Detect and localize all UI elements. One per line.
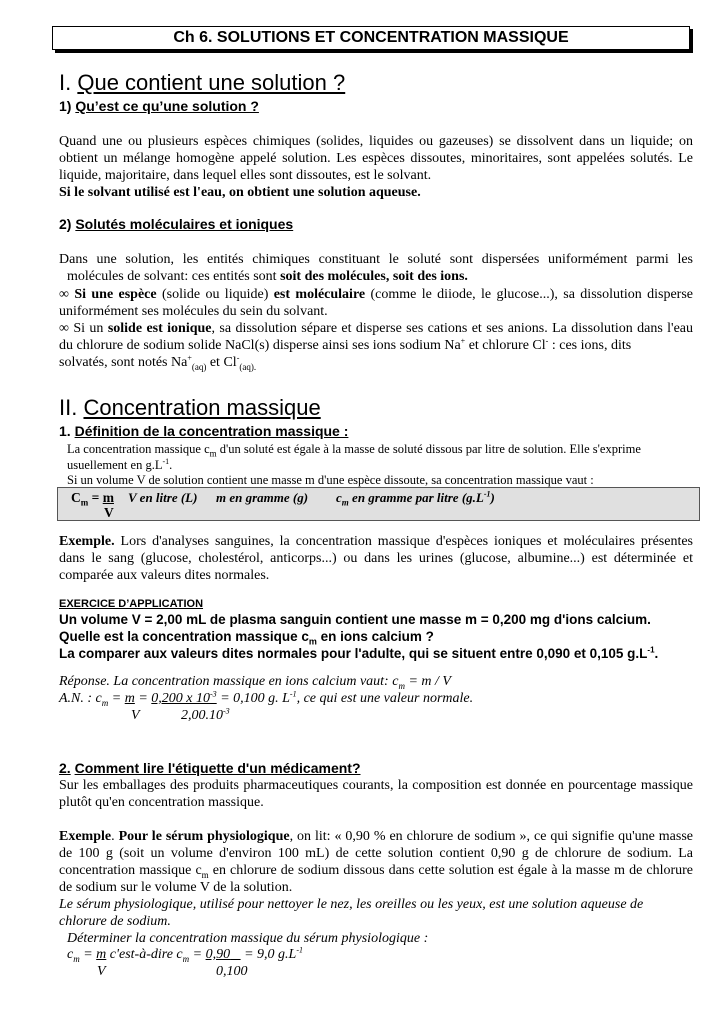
paragraph-saline-usage: Le sérum physiologique, utilisé pour nettoyer le nez, les oreilles ou les yeux, est une solution aqueuse de chlorure de sodium.: [59, 897, 644, 929]
question-saline-concentration: Déterminer la concentration massique du sérum physiologique :: [67, 931, 429, 946]
subsection-1-2-heading: 2) Solutés moléculaires et ioniques: [59, 216, 294, 232]
exercise-heading: EXERCICE D’APPLICATION: [59, 598, 204, 610]
definition-line1: La concentration massique $c_m$ d'un soluté est égale à la masse de soluté dissous par litre de solution. Elle s'exprime: [67, 442, 641, 459]
definition-line2: usuellement en $g.L^{-1}$.: [67, 456, 173, 472]
formula-cm: $C_m = m$: [71, 490, 114, 508]
infinity-bullet-icon: ∞: [59, 321, 69, 336]
answer-line1: Réponse. La concentration massique en ions calcium vaut: $c_m = m / V$: [59, 674, 451, 691]
formula-m-unit: m en gramme (g): [216, 490, 309, 505]
saline-denominator-value: 0,100: [216, 964, 248, 979]
subsection-2-2-heading: 2. Comment lire l'étiquette d'un médicament?: [59, 760, 361, 776]
paragraph-solutes-intro-line2: molécules de solvant: ces entités sont soit des molécules, soit des ions.: [67, 269, 468, 284]
exercise-line3: La comparer aux valeurs dites normales pour l'adulte, qui se situent entre 0,090 et 0,105 $g.L^{-1}$.: [59, 645, 659, 661]
subsection-1-1-heading: 1) Qu’est ce qu’une solution ?: [59, 98, 259, 114]
formula-box: [57, 487, 700, 521]
paragraph-medication-label: Sur les emballages des produits pharmaceutiques courants, la composition est donnée en pourcentage massique plutôt qu'en concentration massique.: [59, 778, 693, 810]
exercise-line2: Quelle est la concentration massique $c_m$ en ions calcium ?: [59, 629, 434, 647]
exercise-line1: Un volume V = 2,00 mL de plasma sanguin contient une masse m = 0,200 mg d'ions calcium.: [59, 612, 651, 627]
saline-calculation: $c_m = m$ c'est-à-dire $c_m = 0,90$ = 9,0 $g.L^{-1}$: [67, 945, 303, 964]
answer-denominator-value: $2,00.10^{-3}$: [181, 706, 230, 723]
subsection-2-1-heading: 1. Définition de la concentration massique :: [59, 423, 349, 439]
chapter-title: Ch 6. SOLUTIONS ET CONCENTRATION MASSIQUE: [173, 29, 569, 46]
paragraph-example-blood: Exemple. Lors d'analyses sanguines, la concentration massique d'espèces ioniques et moléculaires présentes dans le sang (glucose, cholestérol, anticorps...) ou dans les urines (glucose, albumine...) est déterminée et comparée aux valeurs dites normales.: [59, 534, 693, 583]
bullet-ionic: ∞ Si un solide est ionique, sa dissolution sépare et disperse ses cations et ses anions. La dissolution dans l'eau du chlorure de sodium solide NaCl(s) disperse ainsi ses ions sodium Na+ et chlorure Cl- : ces ions, dits solvatés, sont notés $Na^+_{(aq)}$ et $Cl^-_{(aq).}$: [59, 321, 694, 372]
section-2-heading: II. Concentration massique: [59, 395, 321, 420]
chapter-title-box: [52, 26, 690, 50]
formula-cm-unit: $c_m$ en gramme par litre $(g.L^{-1})$: [336, 489, 495, 508]
answer-denominator-v: V: [131, 708, 140, 723]
formula-v-unit: V en litre (L): [128, 490, 198, 505]
section-1-heading: I. Que contient une solution ?: [59, 70, 346, 95]
bullet-molecular: ∞ Si une espèce (solide ou liquide) est moléculaire (comme le diiode, le glucose...), sa dissolution disperse uniformément ses molécules du sein du solvant.: [59, 287, 693, 319]
definition-line3: Si un volume V de solution contient une masse m d'une espèce dissoute, sa concentration massique vaut :: [67, 473, 594, 487]
infinity-bullet-icon: ∞: [59, 287, 69, 302]
answer-calculation: A.N. : $c_m = m = 0,200$ x $10^{-3} = 0,100$ g. $L^{-1}$, ce qui est une valeur normale.: [59, 689, 474, 708]
formula-denominator: V: [104, 505, 114, 520]
paragraph-solution-definition: Quand une ou plusieurs espèces chimiques (solides, liquides ou gazeuses) se dissolvent dans un liquide; on obtient un mélange homogène appelé solution. Les espèces dissoutes, minoritaires, sont appelées solutés. Le liquide, majoritaire, dans lequel elles sont dissoutes, est le solvant. Si le solvant utilisé est l'eau, on obtient une solution aqueuse.: [59, 134, 693, 200]
saline-denominator-v: V: [97, 964, 106, 979]
paragraph-saline-example: Exemple. Pour le sérum physiologique, on lit: « 0,90 % en chlorure de sodium », ce qui signifie qu'une masse de 100 g (soit un volume d'environ 100 mL) de cette solution contient 0,90 g de chlorure de sodium. La concentration massique $c_m$ en chlorure de sodium dissous dans cette solution est égale à la masse m de chlorure de sodium sur le volume V de la solution.: [59, 829, 694, 895]
paragraph-solutes-intro-line1: Dans une solution, les entités chimiques constituant le soluté sont dispersées uniformément parmi les: [59, 252, 693, 267]
